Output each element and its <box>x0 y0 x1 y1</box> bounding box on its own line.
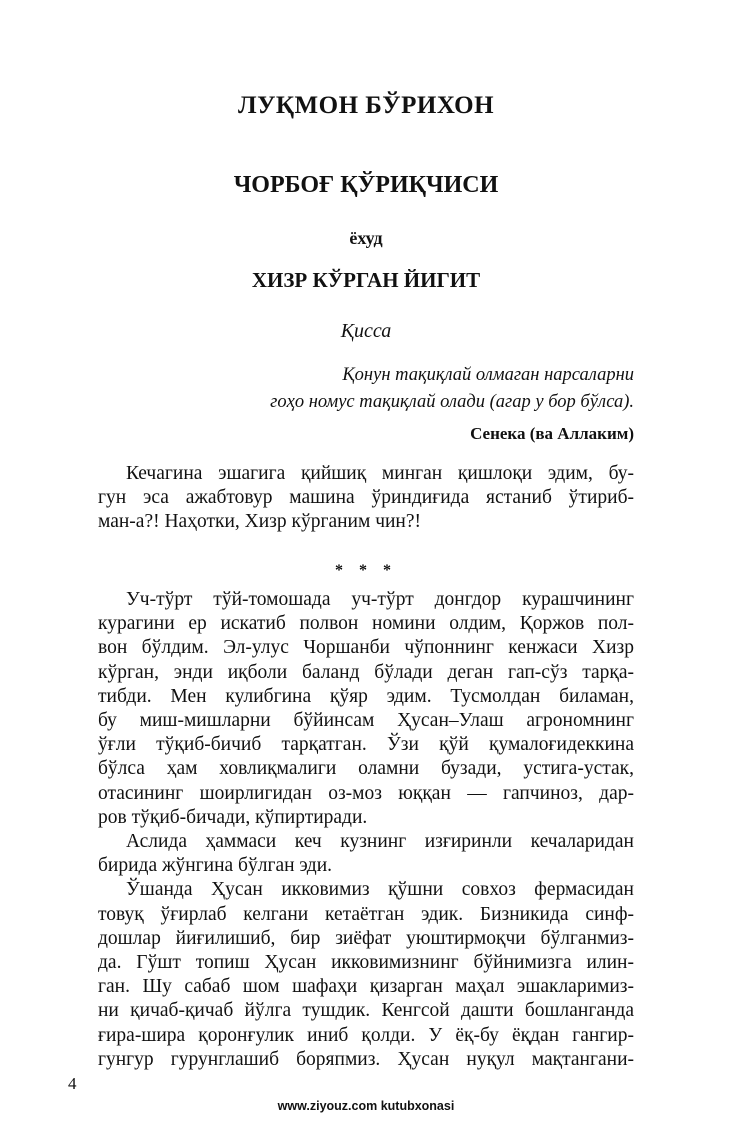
text-line: гун эса ажабтовур машина ўриндиғида ястаниб ўтириб- <box>98 487 634 509</box>
text-line: дошлар йиғилишиб, бир зиёфат уюштирмоқчи бўлганмиз- <box>98 927 634 949</box>
text-line: да. Гўшт топиш Ҳусан икковимизнинг бўйнимизга илин- <box>98 952 634 974</box>
text-line: кўрган, энди иқболи баланд бўлади деган гап-сўз тарқа- <box>98 661 634 683</box>
text-line: отасининг шоирлигидан оз-моз юққан — гапчиноз, дар- <box>98 782 634 804</box>
epigraph-line: Қонун тақиқлай олмаган нарсаларни <box>342 365 634 385</box>
story-title: ЧОРБОҒ ҚЎРИҚЧИСИ <box>233 172 499 198</box>
text-line: ўғли тўқиб-бичиб тарқатган. Ўзи қўй қумалоғидеккина <box>98 734 634 756</box>
text-line: курагини ер искатиб полвон номини олдим, Қоржов пол- <box>98 613 634 635</box>
intro-paragraph <box>98 462 634 535</box>
text-line: ган. Шу сабаб шом шафаҳи қизарган маҳал эшакларимиз- <box>98 976 634 998</box>
text-line: ров тўқиб-бичади, кўпиртиради. <box>98 806 368 828</box>
text-line: Уч-тўрт тўй-томошада уч-тўрт донгдор курашчининг <box>126 589 634 610</box>
text-line: ни қичаб-қичаб йўлга тушдик. Кенгсой дашти бошланганда <box>98 1000 634 1022</box>
text-line: тибди. Мен кулибгина қўяр эдим. Тусмолдан биламан, <box>98 685 634 707</box>
text-line: гунгур гурунглашиб боряпмиз. Ҳусан нуқул мақтангани- <box>98 1048 634 1070</box>
text-line: бу миш-мишларни бўйинсам Ҳусан–Улаш агрономнинг <box>98 710 634 732</box>
title-connector: ёхуд <box>349 228 383 248</box>
main-text <box>98 588 634 1072</box>
epigraph-line: гоҳо номус тақиқлай олади (агар у бор бўлса). <box>270 392 634 412</box>
text-line: товуқ ўғирлаб келгани кетаётган эдик. Бизникида синф- <box>98 903 634 925</box>
text-line: ғира-шира қоронғулик иниб қолди. У ёқ-бу ёқдан гангир- <box>98 1024 634 1046</box>
paragraph <box>98 588 634 830</box>
footer-watermark: www.ziyouz.com kutubxonasi <box>277 1099 455 1113</box>
page-number: 4 <box>68 1074 77 1093</box>
text-line: ман-а?! Наҳотки, Хизр кўрганим чин?! <box>98 511 422 533</box>
text-line: вон бўлдим. Эл-улус Чоршанби чўпоннинг кенжаси Хизр <box>98 637 634 659</box>
author-name: ЛУҚМОН БЎРИХОН <box>237 92 495 119</box>
genre-label: Қисса <box>340 320 392 342</box>
text-line: Аслида ҳаммаси кеч кузнинг изғиринли кечаларидан <box>126 831 634 853</box>
epigraph-author: Сенека (ва Аллаким) <box>470 424 634 443</box>
section-separator: * * * <box>335 562 397 579</box>
story-subtitle: ХИЗР КЎРГАН ЙИГИТ <box>251 268 481 292</box>
epigraph <box>270 362 634 416</box>
paragraph <box>98 878 634 1072</box>
text-line: Кечагина эшагига қийшиқ минган қишлоқи эдим, бу- <box>126 463 634 484</box>
text-line: бирида жўнгина бўлган эди. <box>98 855 333 877</box>
text-line: бўлса ҳам ховлиқмалиги оламни бузади, устига-устак, <box>98 758 634 780</box>
paragraph <box>98 830 634 878</box>
text-line: Ўшанда Ҳусан икковимиз қўшни совхоз фермасидан <box>126 879 634 901</box>
